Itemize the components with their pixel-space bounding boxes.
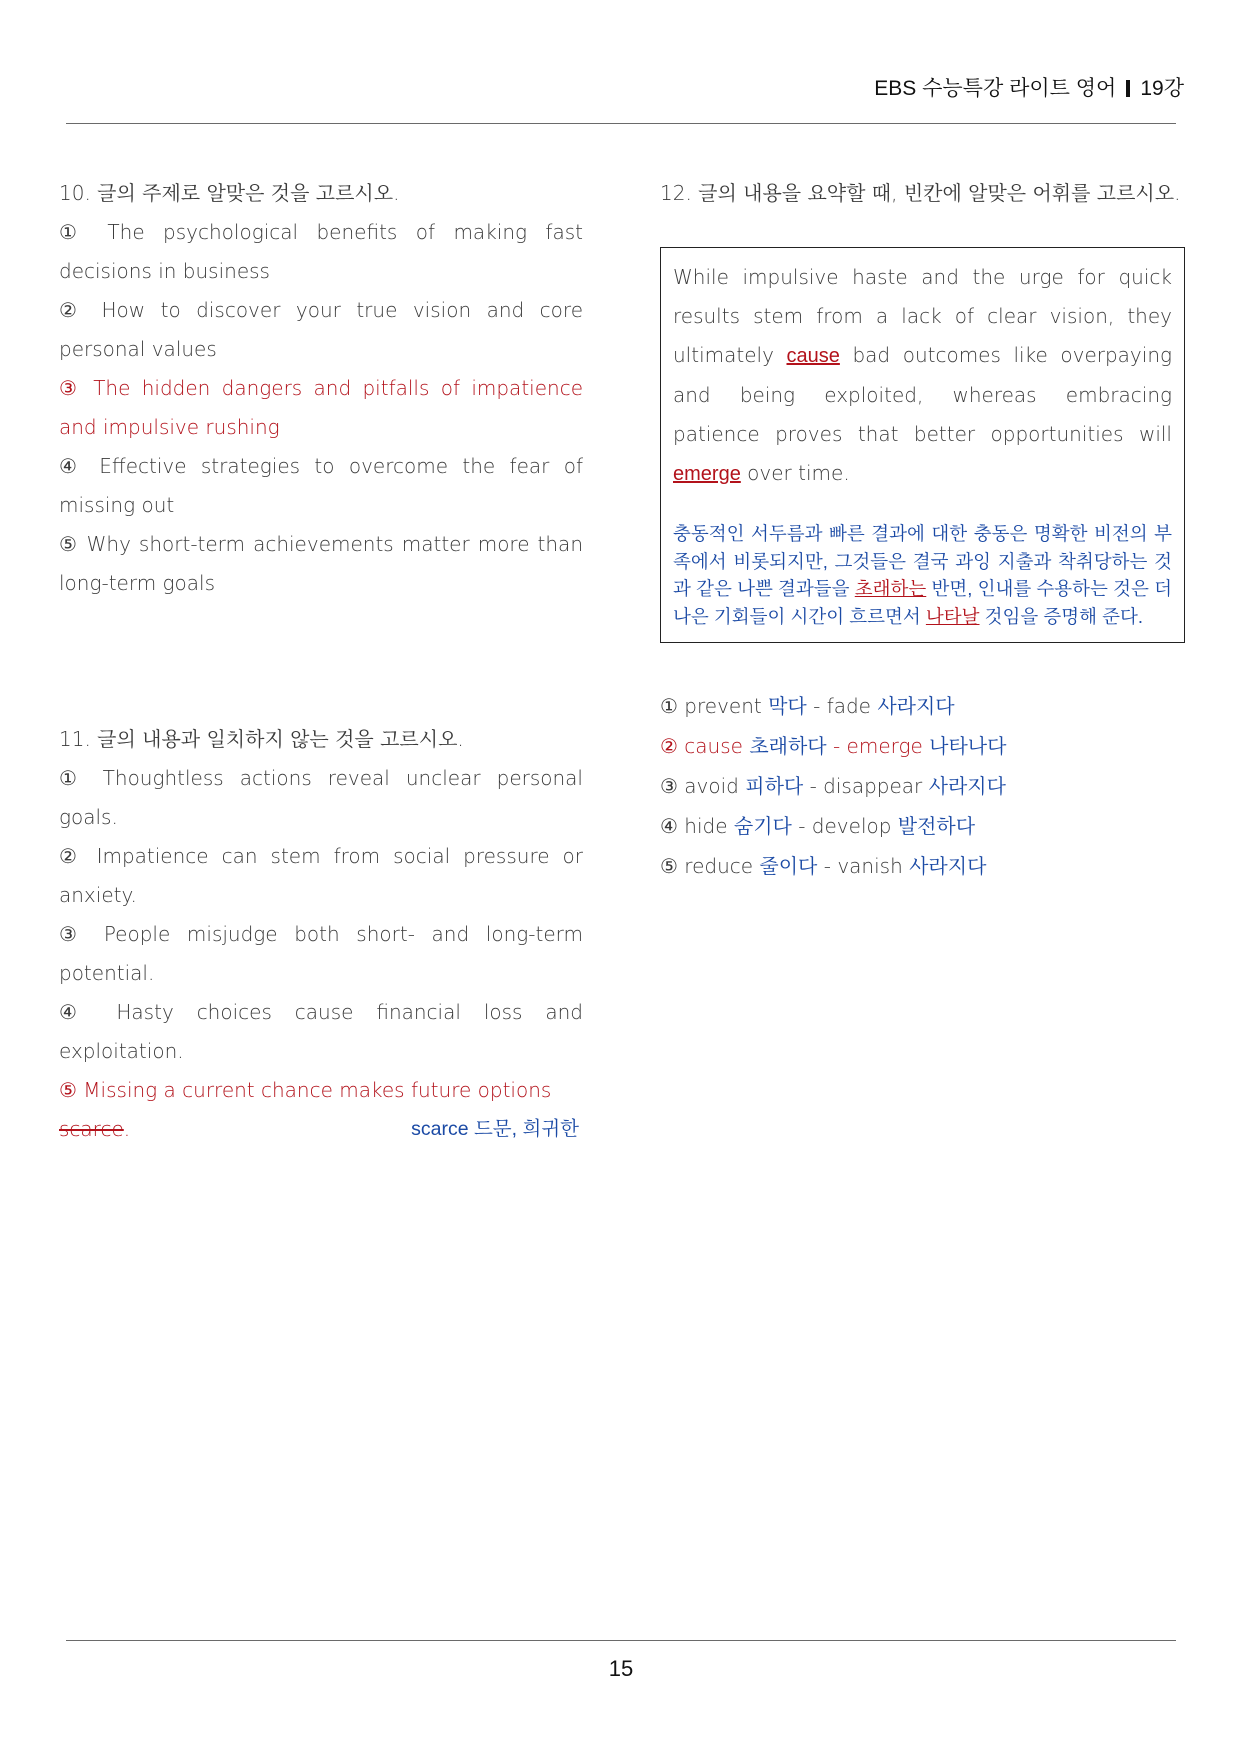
summary-en-part2: bad outcomes like overpaying and being exploited, whereas embracing patience proves that better opportunities will: [673, 343, 1172, 446]
option-word-2: develop: [811, 814, 892, 838]
summary-ko-blank1: 초래하는: [854, 578, 927, 599]
footer-rule: [66, 1640, 1176, 1641]
option-meaning-1: 막다: [768, 696, 807, 718]
question-12: [660, 174, 1185, 887]
q12-option-4: [660, 807, 1185, 847]
q12-option-1: [660, 687, 1185, 727]
vocab-note: [411, 1110, 579, 1149]
vocab-note-word: scarce: [411, 1118, 469, 1140]
q11-option-4: ④ Hasty choices cause financial loss and exploitation.: [59, 1000, 583, 1063]
q12-option-2-answer: [660, 727, 1185, 767]
q10-option-2: ② How to discover your true vision and core personal values: [59, 298, 583, 361]
option-meaning-1: 숨기다: [733, 816, 792, 838]
q11-option-5-answer: ⑤ Missing a current chance makes future options: [59, 1078, 552, 1102]
q10-option-1: ① The psychological benefits of making fast decisions in business: [59, 220, 583, 283]
question-10-title: 10. 글의 주제로 알맞은 것을 고르시오.: [59, 181, 400, 205]
question-12-title: 12. 글의 내용을 요약할 때, 빈칸에 알맞은 어휘를 고르시오.: [660, 181, 1181, 205]
option-dash: -: [823, 854, 831, 878]
option-meaning-2: 발전하다: [897, 816, 976, 838]
option-number: ④: [660, 814, 678, 838]
option-meaning-1: 초래하다: [749, 736, 827, 758]
option-meaning-2: 사라지다: [928, 776, 1006, 798]
right-column: [660, 174, 1185, 887]
summary-box: [660, 247, 1185, 643]
summary-korean: [673, 520, 1172, 630]
summary-en-part3: over time.: [740, 461, 850, 485]
option-word-2: emerge: [846, 734, 923, 758]
q11-option-1: ① Thoughtless actions reveal unclear personal goals.: [59, 766, 583, 829]
option-word-2: fade: [826, 694, 871, 718]
summary-en-part1: While impulsive haste and the urge for quick results stem from a lack of clear vision, they ultimately: [673, 265, 1172, 367]
summary-ko-part2: 반면, 인내를 수용하는 것은 더 나은 기회들이 시간이 흐르면서: [673, 578, 1172, 627]
option-number: ②: [660, 734, 678, 758]
option-number: ③: [660, 774, 678, 798]
option-dash: -: [798, 814, 806, 838]
book-title: EBS 수능특강 라이트 영어: [874, 77, 1117, 100]
q12-options: [660, 687, 1185, 887]
question-11: [59, 720, 583, 1149]
summary-en-blank1: cause: [786, 345, 840, 367]
q11-option-2: ② Impatience can stem from social pressure or anxiety.: [59, 844, 583, 907]
option-number: ⑤: [660, 854, 678, 878]
q12-option-5: [660, 847, 1185, 887]
question-10: [59, 174, 583, 603]
q12-option-3: [660, 767, 1185, 807]
option-dash: -: [832, 734, 841, 758]
option-word-1: hide: [684, 814, 728, 838]
option-word-2: vanish: [837, 854, 903, 878]
option-word-1: cause: [684, 734, 743, 758]
option-dash: -: [809, 774, 817, 798]
option-word-1: avoid: [684, 774, 739, 798]
option-meaning-1: 줄이다: [759, 856, 818, 878]
left-column: [59, 174, 583, 1149]
header-title: [874, 72, 1184, 102]
q10-option-3-answer: ③ The hidden dangers and pitfalls of impatience and impulsive rushing: [59, 376, 583, 439]
q11-option-5-end: [59, 1110, 130, 1149]
option-meaning-2: 사라지다: [909, 856, 987, 878]
option-word-1: reduce: [684, 854, 754, 878]
option-word-1: prevent: [684, 694, 762, 718]
q10-option-4: ④ Effective strategies to overcome the fear of missing out: [59, 454, 583, 517]
option-meaning-1: 피하다: [745, 776, 804, 798]
question-11-title: 11. 글의 내용과 일치하지 않는 것을 고르시오.: [59, 727, 464, 751]
page-number: 15: [608, 1656, 634, 1681]
option-5-period: .: [123, 1117, 131, 1141]
header-separator: [1126, 80, 1130, 97]
vocab-note-meaning: 드문, 희귀한: [473, 1118, 579, 1140]
struck-word: scarce: [59, 1117, 124, 1141]
option-number: ①: [660, 694, 678, 718]
q10-option-5: ⑤ Why short-term achievements matter more than long-term goals: [59, 532, 583, 595]
summary-ko-blank2: 나타날: [925, 605, 980, 627]
q11-option-5-continued: [59, 1110, 583, 1149]
option-meaning-2: 사라지다: [877, 696, 955, 718]
q11-option-3: ③ People misjudge both short- and long-term potential.: [59, 922, 583, 985]
summary-ko-part3: 것임을 증명해 준다.: [979, 605, 1144, 627]
summary-english: [673, 258, 1172, 494]
lesson-number: 19강: [1140, 77, 1184, 100]
header-rule: [66, 123, 1176, 124]
option-dash: -: [813, 694, 821, 718]
summary-en-blank2: emerge: [673, 463, 741, 485]
option-meaning-2: 나타나다: [929, 736, 1007, 758]
option-word-2: disappear: [823, 774, 923, 798]
summary-ko-part1: 충동적인 서두름과 빠른 결과에 대한 충동은 명확한 비전의 부족에서 비롯되지만, 그것들은 결국 과잉 지출과 착취당하는 것과 같은 나쁜 결과들을: [673, 523, 1172, 599]
